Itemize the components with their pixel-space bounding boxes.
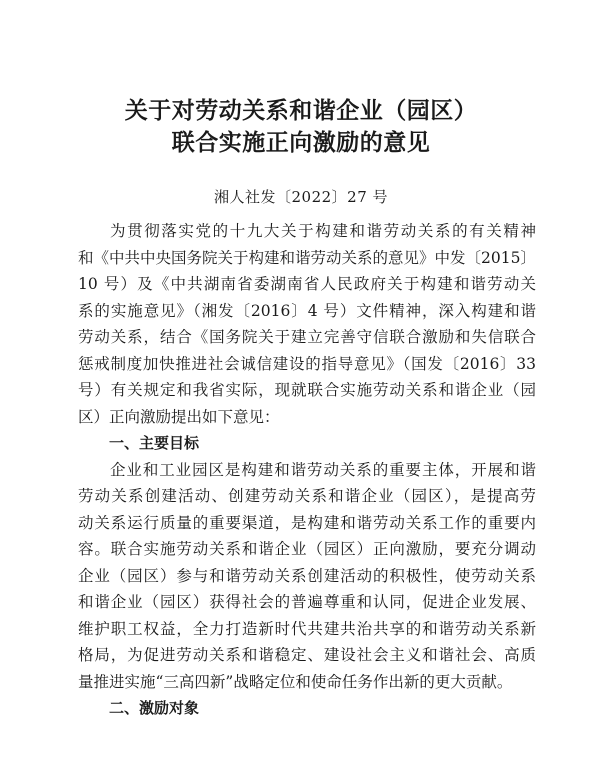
- intro-line: 号）有关规定和我省实际，现就联合实施劳动关系和谐企业（园: [78, 381, 536, 399]
- intro-line: 劳动关系，结合《国务院关于建立完善守信联合激励和失信联合: [78, 328, 536, 346]
- intro-line: 区）正向激励提出如下意见：: [78, 407, 280, 426]
- intro-line: 惩戒制度加快推进社会诚信建设的指导意见》（国发〔2016〕33: [78, 354, 536, 373]
- intro-line: 10 号）及《中共湖南省委湖南省人民政府关于构建和谐劳动关: [78, 275, 536, 293]
- intro-line: 和《中共中央国务院关于构建和谐劳动关系的意见》中发〔2015〕: [78, 248, 536, 267]
- section1-line: 和谐企业（园区）获得社会的普遍尊重和认同，促进企业发展、: [78, 593, 536, 611]
- section1-line: 维护职工权益，全力打造新时代共建共治共享的和谐劳动关系新: [78, 619, 536, 638]
- intro-line: 系的实施意见》（湘发〔2016〕4 号）文件精神，深入构建和谐: [78, 301, 536, 320]
- section1-line: 动关系运行质量的重要渠道，是构建和谐劳动关系工作的重要内: [78, 513, 536, 532]
- document-title-line-2: 联合实施正向激励的意见: [171, 129, 431, 156]
- section-heading-targets: 二、激励对象: [109, 699, 200, 717]
- section1-line: 量推进实施“三高四新”战略定位和使命任务作出新的更大贡献。: [78, 672, 513, 691]
- section1-line: 格局，为促进劳动关系和谐稳定、建设社会主义和谐社会、高质: [78, 646, 536, 664]
- section1-line: 企业（园区）参与和谐劳动关系创建活动的积极性，使劳动关系: [78, 566, 536, 585]
- section1-line: 劳动关系创建活动、创建劳动关系和谐企业（园区），是提高劳: [78, 487, 536, 505]
- section1-line: 企业和工业园区是构建和谐劳动关系的重要主体，开展和谐: [110, 460, 536, 479]
- document-body: [78, 218, 536, 722]
- document-number: 湘人社发〔2022〕27 号: [213, 188, 389, 206]
- document-title-line-1: 关于对劳动关系和谐企业（园区）: [124, 97, 478, 124]
- section-heading-objectives: 一、主要目标: [109, 434, 200, 452]
- section1-line: 容。联合实施劳动关系和谐企业（园区）正向激励，要充分调动: [78, 540, 536, 558]
- intro-line: 为贯彻落实党的十九大关于构建和谐劳动关系的有关精神: [110, 222, 536, 240]
